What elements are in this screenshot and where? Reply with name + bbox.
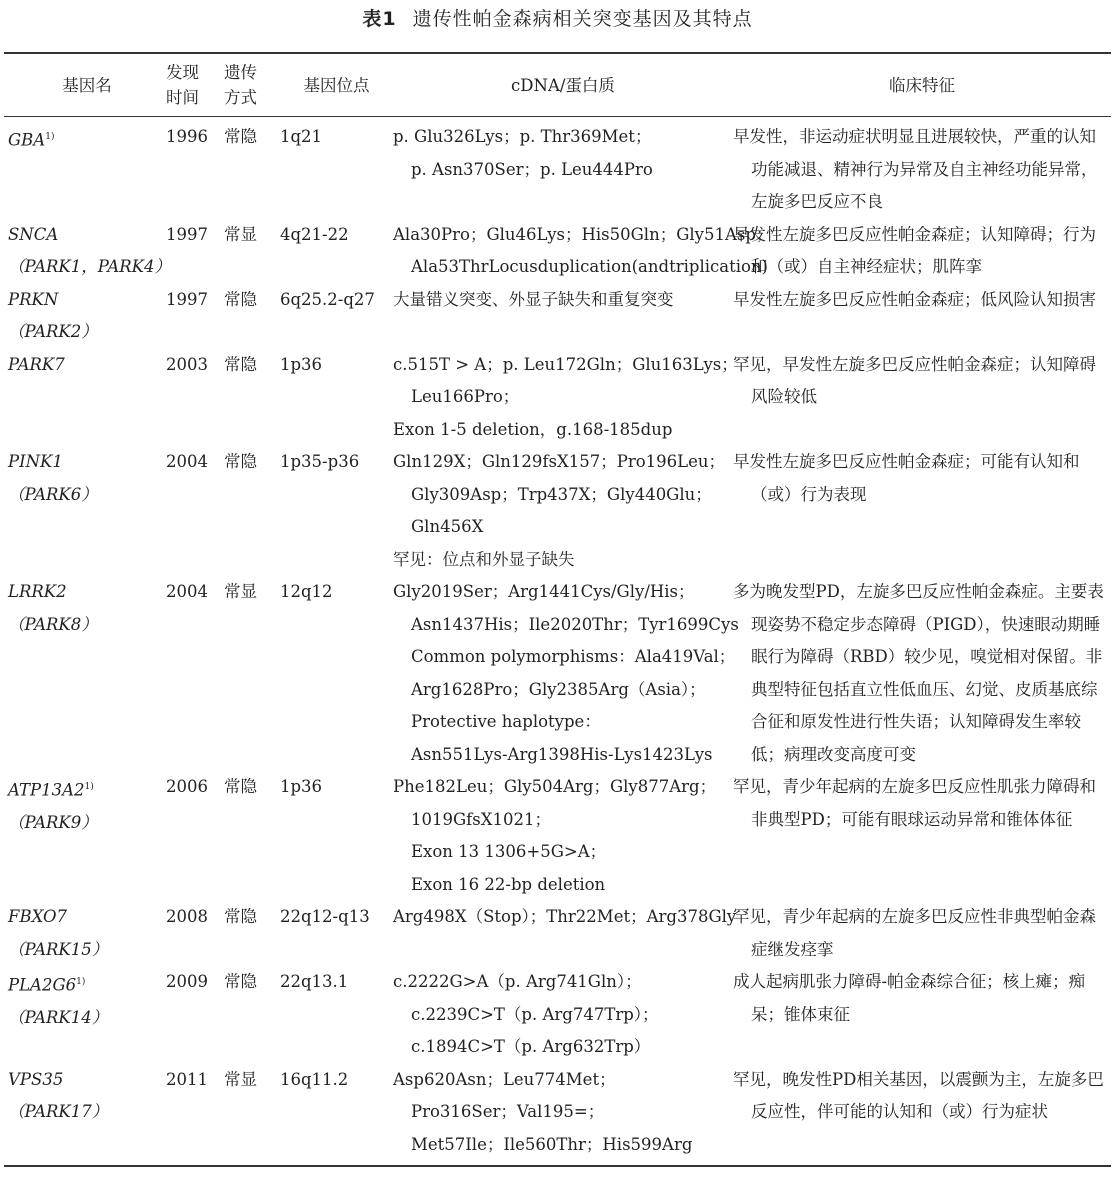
cell-gene bbox=[4, 1064, 166, 1167]
table-row bbox=[4, 901, 1111, 966]
cdna-line: Arg498X（Stop）；Thr22Met；Arg378Gly bbox=[393, 907, 737, 926]
table-caption bbox=[0, 4, 1115, 31]
cell-clinical bbox=[733, 284, 1111, 349]
cdna-line: p. Glu326Lys；p. Thr369Met； bbox=[393, 127, 652, 146]
cell-gene bbox=[4, 966, 166, 1064]
table-body bbox=[4, 117, 1111, 1167]
cdna-line: p. Asn370Ser；p. Leu444Pro bbox=[411, 159, 653, 179]
cell-year: 2004 bbox=[166, 582, 208, 601]
gene-name: VPS35 bbox=[8, 1069, 64, 1089]
clinical-text: 早发性，非运动症状明显且进展较快，严重的认知功能减退、精神行为异常及自主神经功能异常，左旋多巴反应不良 bbox=[733, 127, 1098, 211]
cell-clinical bbox=[733, 576, 1111, 771]
gene-alias: （PARK14） bbox=[8, 1008, 109, 1027]
cell-clinical bbox=[733, 771, 1111, 901]
cdna-line: Phe182Leu；Gly504Arg；Gly877Arg； bbox=[393, 777, 717, 796]
cell-cdna bbox=[393, 349, 738, 447]
header-row bbox=[4, 53, 1111, 117]
cell-clinical bbox=[733, 446, 1111, 576]
cell-mode: 常隐 bbox=[224, 777, 257, 796]
clinical-text: 罕见，青少年起病的左旋多巴反应性非典型帕金森症继发痉挛 bbox=[733, 907, 1096, 959]
cdna-line: Gln129X；Gln129fsX157；Pro196Leu； bbox=[393, 452, 725, 471]
gene-table bbox=[4, 52, 1111, 1167]
gene-name: PARK7 bbox=[8, 354, 65, 374]
footnote-marker: 1) bbox=[76, 977, 86, 987]
header-mode: 遗传 方式 bbox=[224, 53, 280, 117]
cell-mode: 常显 bbox=[224, 224, 257, 244]
cell-year: 2003 bbox=[166, 354, 208, 374]
clinical-text: 早发性左旋多巴反应性帕金森症；可能有认知和（或）行为表现 bbox=[733, 452, 1080, 504]
cell-gene bbox=[4, 576, 166, 771]
clinical-text: 早发性左旋多巴反应性帕金森症；认知障碍；行为和（或）自主神经症状；肌阵挛 bbox=[733, 224, 1096, 276]
cell-mode: 常隐 bbox=[224, 354, 257, 374]
gene-name: PRKN bbox=[8, 289, 59, 309]
cell-locus: 1p36 bbox=[280, 777, 323, 796]
header-gene: 基因名 bbox=[4, 53, 166, 117]
table-row bbox=[4, 219, 1111, 284]
gene-alias: （PARK17） bbox=[8, 1102, 109, 1121]
gene-alias: （PARK1，PARK4） bbox=[8, 257, 172, 276]
header-cdna: cDNA/蛋白质 bbox=[393, 53, 733, 117]
cell-mode: 常隐 bbox=[224, 452, 257, 471]
cdna-line: Ala53ThrLocusduplication(andtriplication) bbox=[411, 257, 768, 276]
cell-gene bbox=[4, 219, 172, 284]
cell-mode: 常隐 bbox=[224, 907, 257, 926]
cell-cdna bbox=[393, 576, 739, 771]
cell-locus: 22q12-q13 bbox=[280, 907, 370, 926]
cdna-line: Exon 1-5 deletion，g.168-185dup bbox=[393, 419, 673, 439]
cell-mode: 常显 bbox=[224, 1064, 280, 1167]
cdna-line: c.2222G>A（p. Arg741Gln）； bbox=[393, 972, 642, 991]
header-locus: 基因位点 bbox=[280, 53, 393, 117]
cell-cdna bbox=[393, 284, 733, 349]
cdna-line: 1019GfsX1021； bbox=[411, 809, 551, 829]
clinical-text: 早发性左旋多巴反应性帕金森症；低风险认知损害 bbox=[733, 289, 1096, 309]
clinical-text: 成人起病肌张力障碍-帕金森综合征；核上瘫；痴呆；锥体束征 bbox=[733, 972, 1086, 1024]
cell-gene bbox=[4, 117, 166, 219]
cell-cdna bbox=[393, 771, 733, 901]
gene-alias: （PARK9） bbox=[8, 813, 98, 832]
cdna-line: Gln456X bbox=[411, 517, 484, 536]
cell-year: 2009 bbox=[166, 972, 208, 991]
cell-clinical bbox=[733, 219, 1111, 284]
clinical-text: 罕见，青少年起病的左旋多巴反应性肌张力障碍和非典型PD；可能有眼球运动异常和锥体体征 bbox=[733, 777, 1096, 829]
cell-gene bbox=[4, 284, 166, 349]
cell-locus: 22q13.1 bbox=[280, 972, 349, 991]
clinical-text: 罕见，早发性左旋多巴反应性帕金森症；认知障碍风险较低 bbox=[733, 354, 1096, 406]
cdna-line: Met57Ile；Ile560Thr；His599Arg bbox=[411, 1134, 693, 1154]
cdna-line: Leu166Pro； bbox=[411, 387, 520, 406]
cdna-line: c.2239C>T（p. Arg747Trp）； bbox=[411, 1004, 659, 1024]
cell-locus: 1p36 bbox=[280, 354, 323, 374]
cdna-line: c.1894C>T（p. Arg632Trp） bbox=[411, 1037, 651, 1056]
cell-clinical bbox=[733, 1064, 1111, 1167]
cell-clinical bbox=[733, 349, 1111, 447]
table-row bbox=[4, 446, 1111, 576]
cell-mode: 常隐 bbox=[224, 127, 257, 146]
footnote-marker: 1) bbox=[84, 782, 94, 792]
cell-year: 2011 bbox=[166, 1064, 224, 1167]
table-row bbox=[4, 284, 1111, 349]
gene-name: ATP13A2$^{1)}$ bbox=[8, 780, 94, 800]
cdna-line: Asn1437His；Ile2020Thr；Tyr1699Cys bbox=[411, 614, 739, 634]
table-row bbox=[4, 117, 1111, 219]
cell-cdna bbox=[393, 446, 733, 576]
cell-cdna bbox=[393, 117, 733, 219]
cell-year: 2008 bbox=[166, 907, 208, 926]
cdna-line: Protective haplotype： bbox=[411, 712, 601, 731]
cell-locus: 1q21 bbox=[280, 127, 323, 146]
cell-mode: 常隐 bbox=[224, 289, 257, 309]
cell-clinical bbox=[733, 901, 1111, 966]
footnote-marker: 1) bbox=[45, 132, 55, 142]
table-row bbox=[4, 349, 1111, 447]
cell-year: 2006 bbox=[166, 777, 208, 796]
cell-cdna bbox=[393, 1064, 733, 1167]
cdna-line: Asn551Lys-Arg1398His-Lys1423Lys bbox=[411, 744, 713, 764]
cdna-line: Arg1628Pro；Gly2385Arg（Asia）； bbox=[411, 679, 706, 699]
table-row bbox=[4, 966, 1111, 1064]
gene-name: PINK1 bbox=[8, 452, 63, 471]
gene-alias: （PARK6） bbox=[8, 484, 98, 504]
gene-name: SNCA bbox=[8, 224, 59, 244]
cell-mode: 常隐 bbox=[224, 972, 257, 991]
cdna-line: 罕见：位点和外显子缺失 bbox=[393, 549, 575, 569]
gene-alias: （PARK8） bbox=[8, 614, 98, 634]
cell-year: 1997 bbox=[166, 289, 208, 309]
header-year: 发现 时间 bbox=[166, 53, 224, 117]
table-row bbox=[4, 1064, 1111, 1167]
table-row bbox=[4, 576, 1111, 771]
cdna-line: Asp620Asn；Leu774Met； bbox=[393, 1069, 616, 1089]
cell-year: 1996 bbox=[166, 127, 208, 146]
cell-locus: 6q25.2-q27 bbox=[280, 289, 375, 309]
cdna-line: Common polymorphisms：Ala419Val； bbox=[411, 647, 736, 666]
clinical-text: 多为晚发型PD，左旋多巴反应性帕金森症。主要表现姿势不稳定步态障碍（PIGD），快速眼动期睡眠行为障碍（RBD）较少见，嗅觉相对保留。非典型特征包括直立性低血压、幻觉、皮质基底综合征和原发性进行性失语；认知障碍发生率较低；病理改变高度可变 bbox=[733, 582, 1104, 764]
table-row bbox=[4, 771, 1111, 901]
cell-clinical bbox=[733, 117, 1111, 219]
cell-cdna bbox=[393, 219, 773, 284]
cell-gene bbox=[4, 901, 166, 966]
cdna-line: c.515T > A；p. Leu172Gln；Glu163Lys； bbox=[393, 354, 738, 374]
cell-year: 1997 bbox=[166, 224, 208, 244]
cell-locus: 4q21-22 bbox=[280, 224, 349, 244]
cdna-line: Gly309Asp；Trp437X；Gly440Glu； bbox=[411, 484, 712, 504]
gene-name: LRRK2 bbox=[8, 582, 67, 601]
table-number: 表1 bbox=[362, 8, 397, 30]
gene-alias: （PARK15） bbox=[8, 939, 109, 959]
table-title: 遗传性帕金森病相关突变基因及其特点 bbox=[412, 8, 753, 30]
cdna-line: 大量错义突变、外显子缺失和重复突变 bbox=[393, 289, 674, 309]
cell-locus: 1p35-p36 bbox=[280, 452, 360, 471]
gene-name: FBXO7 bbox=[8, 907, 68, 926]
cell-mode: 常显 bbox=[224, 582, 257, 601]
cell-cdna bbox=[393, 901, 737, 966]
cdna-line: Exon 13 1306+5G>A； bbox=[411, 842, 607, 861]
cell-cdna bbox=[393, 966, 733, 1064]
cell-locus: 16q11.2 bbox=[280, 1064, 393, 1167]
gene-alias: （PARK2） bbox=[8, 322, 98, 341]
cdna-line: Pro316Ser；Val195=； bbox=[411, 1102, 605, 1121]
gene-name: PLA2G6$^{1)}$ bbox=[8, 975, 86, 995]
header-clinical: 临床特征 bbox=[733, 53, 1111, 117]
cell-gene bbox=[4, 349, 166, 447]
cell-locus: 12q12 bbox=[280, 582, 333, 601]
cell-year: 2004 bbox=[166, 452, 208, 471]
clinical-text: 罕见，晚发性PD相关基因，以震颤为主，左旋多巴反应性，伴可能的认知和（或）行为症状 bbox=[733, 1069, 1104, 1121]
cdna-line: Ala30Pro；Glu46Lys；His50Gln；Gly51Asp； bbox=[393, 224, 773, 244]
cdna-line: Gly2019Ser；Arg1441Cys/Gly/His； bbox=[393, 582, 695, 601]
gene-name: GBA$^{1)}$ bbox=[8, 130, 55, 150]
cell-gene bbox=[4, 446, 166, 576]
cell-gene bbox=[4, 771, 166, 901]
cell-clinical bbox=[733, 966, 1111, 1064]
cdna-line: Exon 16 22-bp deletion bbox=[411, 874, 606, 894]
